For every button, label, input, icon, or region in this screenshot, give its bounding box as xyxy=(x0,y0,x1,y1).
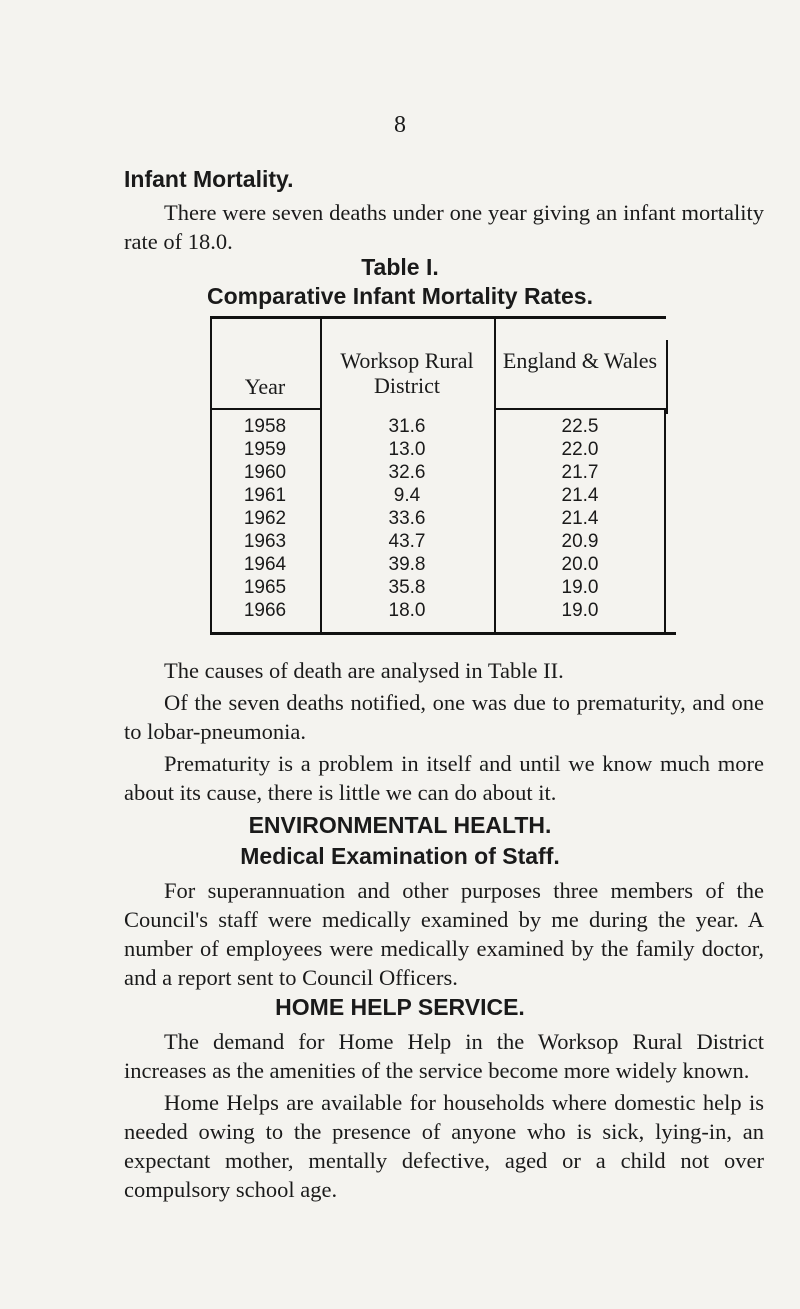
causes-paragraph-1: The causes of death are analysed in Table II. xyxy=(164,658,564,683)
table-row xyxy=(210,439,666,461)
table-bottom-border xyxy=(210,632,676,635)
cell-england: 20.0 xyxy=(561,554,599,575)
header-england-wales: England & Wales xyxy=(502,348,658,373)
cell-year: 1962 xyxy=(243,508,287,529)
table-row xyxy=(210,531,666,553)
cell-year: 1964 xyxy=(243,554,287,575)
page-number: 8 xyxy=(394,112,406,138)
cell-worksop: 35.8 xyxy=(388,577,426,598)
cell-worksop: 43.7 xyxy=(388,531,426,552)
infant-mortality-heading: Infant Mortality. xyxy=(124,166,294,192)
cell-england: 20.9 xyxy=(561,531,599,552)
header-worksop: Worksop Rural District xyxy=(340,348,474,398)
infant-mortality-paragraph: There were seven deaths under one year giving an infant mortality rate of 18.0. xyxy=(124,200,764,254)
cell-england: 22.0 xyxy=(561,439,599,460)
header-underline-year xyxy=(210,408,320,410)
table-row xyxy=(210,508,666,530)
cell-worksop: 33.6 xyxy=(388,508,426,529)
cell-england: 22.5 xyxy=(561,416,599,437)
cell-year: 1961 xyxy=(243,485,287,506)
cell-worksop: 9.4 xyxy=(393,485,421,506)
table-label: Table I. xyxy=(361,254,439,280)
table-row xyxy=(210,416,666,438)
table-title: Comparative Infant Mortality Rates. xyxy=(207,283,593,309)
home-help-paragraph-1: The demand for Home Help in the Worksop Rural District increases as the amenities of the service become more widely known. xyxy=(124,1029,764,1083)
cell-year: 1958 xyxy=(243,416,287,437)
cell-england: 21.4 xyxy=(561,485,599,506)
table-row xyxy=(210,577,666,599)
causes-paragraph-3: Prematurity is a problem in itself and until we know much more about its cause, there is little we can do about it. xyxy=(124,751,764,805)
causes-paragraph-2: Of the seven deaths notified, one was due to prematurity, and one to lobar-pneumonia. xyxy=(124,690,764,744)
table-row xyxy=(210,554,666,576)
header-underline-england xyxy=(494,408,666,410)
cell-year: 1965 xyxy=(243,577,287,598)
table-row xyxy=(210,600,666,622)
cell-worksop: 39.8 xyxy=(388,554,426,575)
table-row xyxy=(210,485,666,507)
table-top-border xyxy=(210,316,666,319)
cell-england: 21.4 xyxy=(561,508,599,529)
cell-worksop: 18.0 xyxy=(388,600,426,621)
environmental-paragraph: For superannuation and other purposes three members of the Council's staff were medically examined by me during the year. A number of employees were medically examined by the family doctor, and a report sent to Council Officers. xyxy=(124,878,764,990)
home-help-heading: HOME HELP SERVICE. xyxy=(275,994,525,1020)
table-right-border-header xyxy=(666,340,668,414)
cell-england: 21.7 xyxy=(561,462,599,483)
cell-year: 1960 xyxy=(243,462,287,483)
environmental-health-heading: ENVIRONMENTAL HEALTH. xyxy=(248,812,552,838)
home-help-paragraph-2: Home Helps are available for households where domestic help is needed owing to the presence of anyone who is sick, lying-in, an expectant mother, mentally defective, aged or a child not over compulsory school age. xyxy=(124,1090,764,1202)
cell-year: 1966 xyxy=(243,600,287,621)
table-row xyxy=(210,462,666,484)
header-year: Year xyxy=(244,374,286,399)
cell-year: 1963 xyxy=(243,531,287,552)
infant-mortality-table xyxy=(210,316,666,636)
cell-worksop: 32.6 xyxy=(388,462,426,483)
cell-worksop: 31.6 xyxy=(388,416,426,437)
cell-worksop: 13.0 xyxy=(388,439,426,460)
cell-year: 1959 xyxy=(243,439,287,460)
medical-examination-subheading: Medical Examination of Staff. xyxy=(240,843,560,869)
cell-england: 19.0 xyxy=(561,600,599,621)
cell-england: 19.0 xyxy=(561,577,599,598)
